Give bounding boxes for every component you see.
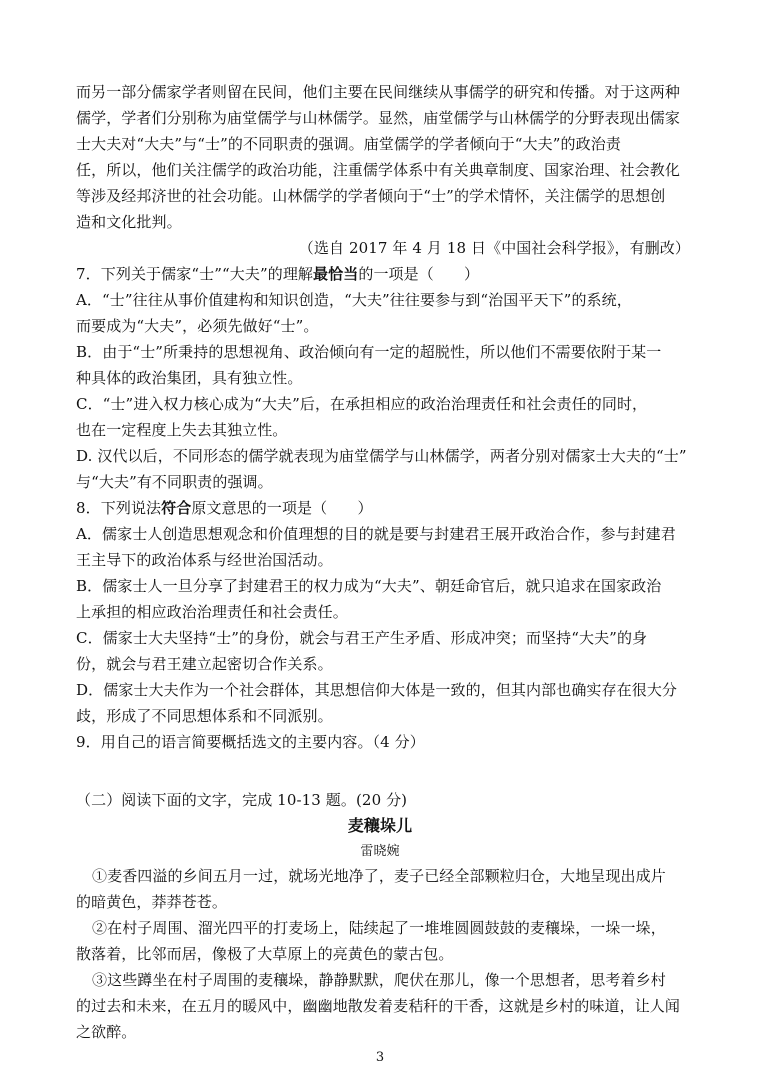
option-b-line: 上承担的相应政治治理责任和社会责任。 [76, 603, 348, 621]
option-a-line: 王主导下的政治体系与经世治国活动。 [76, 551, 333, 569]
option-d-line: 歧，形成了不同思想体系和不同派别。 [76, 707, 333, 725]
passage-line: 儒学，学者们分别称为庙堂儒学与山林儒学。显然，庙堂儒学与山林儒学的分野表现出儒家 [76, 109, 681, 127]
option-a-line: 而要成为“大夫”，必须先做好“士”。 [76, 317, 319, 335]
paragraph-line: 散落着，比邻而居，像极了大草原上的亮黄色的蒙古包。 [76, 945, 454, 963]
paragraph-line: ①麦香四溢的乡间五月一过，就场光地净了，麦子已经全部颗粒归仓，大地呈现出成片 [92, 867, 666, 885]
option-b-line: B．由于“士”所秉持的思想视角、政治倾向有一定的超脱性，所以他们不需要依附于某一 [76, 343, 662, 361]
paragraph-line: 的过去和未来，在五月的暖风中，幽幽地散发着麦秸秆的干香，这就是乡村的味道，让人闻 [76, 997, 681, 1015]
question-7-emphasis: 最恰当 [313, 265, 359, 283]
section-heading: （二）阅读下面的文字，完成 10-13 题。(20 分) [76, 791, 408, 809]
option-d-line: 与“大夫”有不同职责的强调。 [76, 473, 273, 491]
option-a-line: A．“士”往往从事价值建构和知识创造，“大夫”往往要参与到“治国平天下”的系统， [76, 291, 632, 309]
passage-line: 造和文化批判。 [76, 213, 182, 231]
option-c-line: 份，就会与君王建立起密切合作关系。 [76, 655, 333, 673]
option-c-line: 也在一定程度上失去其独立性。 [76, 421, 288, 439]
question-7-stem [76, 264, 688, 284]
question-7-stem-end: 的一项是（ ） [358, 265, 480, 283]
passage-line: 等涉及经邦济世的社会功能。山林儒学的学者倾向于“士”的学术情怀，关注儒学的思想创 [76, 187, 666, 205]
question-8-emphasis: 符合 [161, 499, 192, 517]
passage-line: 任，所以，他们关注儒学的政治功能，注重儒学体系中有关典章制度、国家治理、社会教化 [76, 161, 681, 179]
paragraph-line: 的暗黄色，莽莽苍苍。 [76, 893, 228, 911]
option-b-line: B．儒家士人一旦分享了封建君王的权力成为“大夫”、朝廷命官后，就只追求在国家政治 [76, 577, 662, 595]
article-author: 雷晓婉 [360, 844, 400, 859]
option-d-line: D．儒家士大夫作为一个社会群体，其思想信仰大体是一致的，但其内部也确实存在很大分 [76, 681, 678, 699]
paragraph-line: ②在村子周围、溜光四平的打麦场上，陆续起了一堆堆圆圆鼓鼓的麦穰垛，一垛一垛， [92, 919, 666, 937]
page-number: 3 [375, 1050, 385, 1065]
source-citation: （选自 2017 年 4 月 18 日《中国社会科学报》，有删改） [298, 239, 690, 257]
question-7-stem-start: 7．下列关于儒家“士”“大夫”的理解 [76, 265, 314, 283]
paragraph-line: 之欲醉。 [76, 1023, 137, 1041]
question-9: 9．用自己的语言简要概括选文的主要内容。（4 分） [76, 733, 425, 751]
option-a-line: A．儒家士人创造思想观念和价值理想的目的就是要与封建君王展开政治合作，参与封建君 [76, 525, 676, 543]
option-c-line: C．“士”进入权力核心成为“大夫”后，在承担相应的政治治理责任和社会责任的同时， [76, 395, 648, 413]
passage-line: 而另一部分儒家学者则留在民间，他们主要在民间继续从事儒学的研究和传播。对于这两种 [76, 83, 681, 101]
option-c-line: C．儒家士大夫坚持“士”的身份，就会与君王产生矛盾、形成冲突；而坚持“大夫”的身 [76, 629, 648, 647]
article-title: 麦穰垛儿 [347, 816, 413, 835]
option-d-line: D. 汉代以后，不同形态的儒学就表现为庙堂儒学与山林儒学，两者分别对儒家士大夫的“士” [76, 447, 687, 465]
question-8-stem-end: 原文意思的一项是（ ） [191, 499, 373, 517]
option-b-line: 种具体的政治集团，具有独立性。 [76, 369, 303, 387]
passage-line: 士大夫对“大夫”与“士”的不同职责的强调。庙堂儒学的学者倾向于“大夫”的政治责 [76, 135, 621, 153]
question-8-stem [76, 498, 688, 518]
question-8-stem-start: 8．下列说法 [76, 499, 162, 517]
paragraph-line: ③这些蹲坐在村子周围的麦穰垛，静静默默，爬伏在那儿，像一个思想者，思考着乡村 [92, 971, 666, 989]
